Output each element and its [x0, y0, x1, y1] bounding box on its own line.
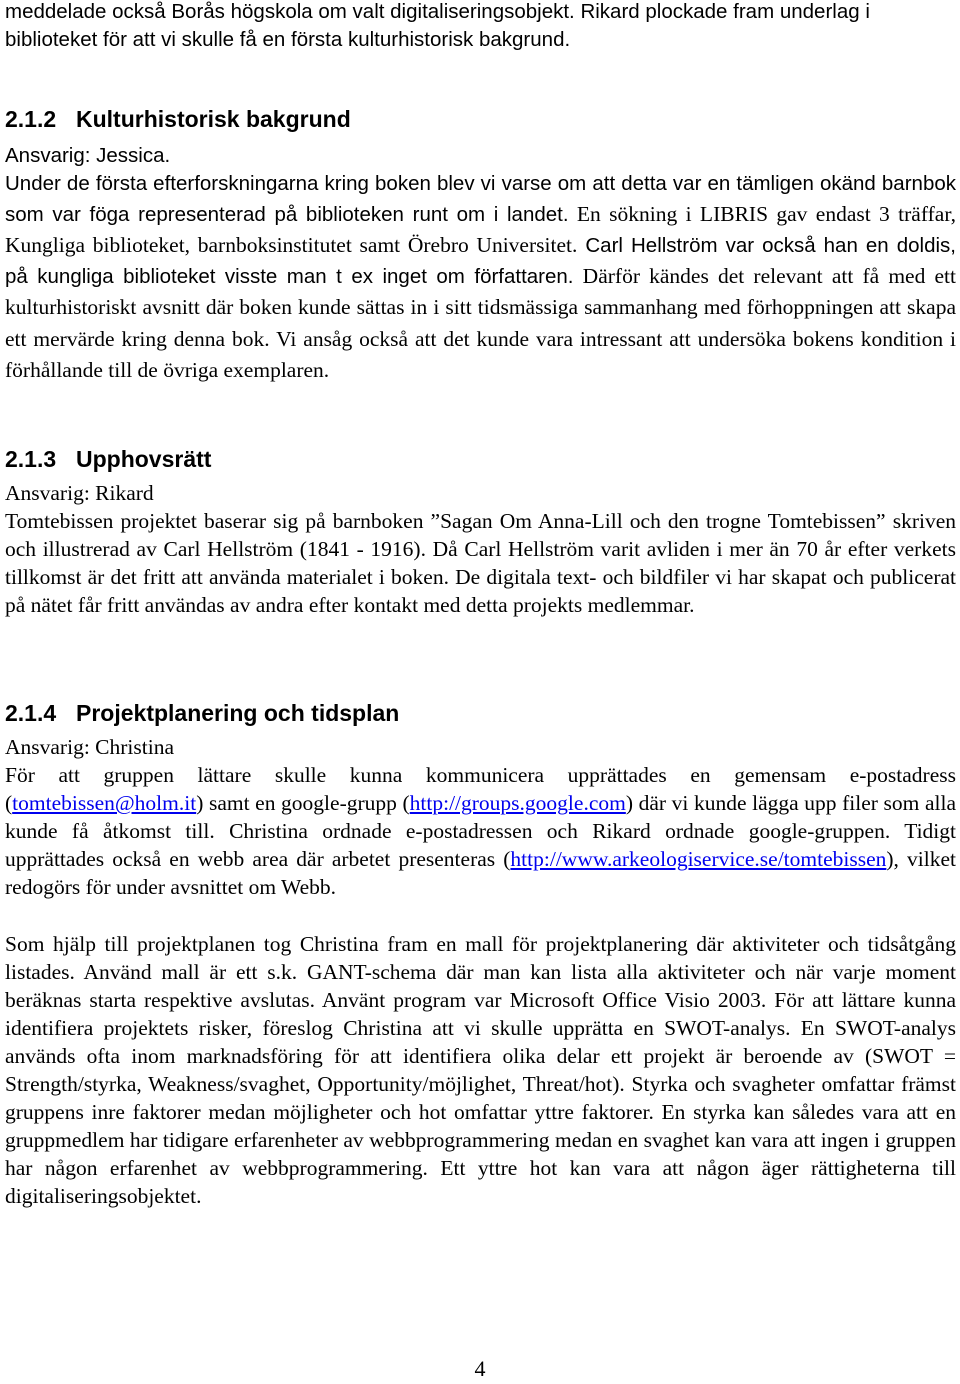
- responsible-line: Ansvarig: Christina: [5, 735, 174, 759]
- section-heading-2-1-4: [5, 699, 399, 727]
- email-link[interactable]: tomtebissen@holm.it: [12, 791, 197, 816]
- intro-line-1: meddelade också Borås högskola om valt digitaliseringsobjekt. Rikard plockade fram underlag i: [5, 0, 870, 23]
- section-number: 2.1.4: [5, 700, 57, 726]
- section-number: 2.1.3: [5, 446, 57, 472]
- section-title: Kulturhistorisk bakgrund: [76, 106, 351, 132]
- section-heading-2-1-2: [5, 105, 351, 133]
- paragraph: Under de första efterforskningarna kring boken blev vi varse om att detta var en tämligen okänd barnbok som var föga representerad på biblioteken runt om i landet. En sökning i LIBRIS gav endast 3 träffar, Kungliga biblioteket, barnboksinstitutet samt Örebro Universitet. Carl Hellström var också han en doldis, på kungliga biblioteket visste man t ex inget om författaren. Därför kändes det relevant att få med ett kulturhistoriskt avsnitt där boken kunde sättas in i sitt tidsmässiga sammanhang med förhoppningen att skapa ett mervärde kring denna bok. Vi ansåg också att det kunde vara intressant att undersöka bokens kondition i förhållande till de övriga exemplaren.: [5, 172, 957, 382]
- website-link[interactable]: http://www.arkeologiservice.se/tomtebissen: [510, 847, 887, 872]
- page-number: 4: [474, 1356, 486, 1381]
- paragraph: Tomtebissen projektet baserar sig på barnboken ”Sagan Om Anna-Lill och den trogne Tomtebissen” skriven och illustrerad av Carl Hellström (1841 - 1916). Då Carl Hellström varit avliden i mer än 70 år efter verkets tillkomst är det fritt att använda materialet i boken. De digitala text- och bildfiler vi har skapat och publicerat på nätet får fritt användas av andra efter kontakt med detta projekts medlemmar.: [5, 509, 956, 618]
- section-heading-2-1-3: [5, 445, 211, 473]
- intro-line-2: biblioteket för att vi skulle få en första kulturhistorisk bakgrund.: [5, 28, 571, 52]
- section-title: Upphovsrätt: [76, 446, 212, 472]
- section-title: Projektplanering och tidsplan: [76, 700, 400, 726]
- section-body-2-1-4: [5, 733, 956, 1211]
- paragraph: Som hjälp till projektplanen tog Christina fram en mall för projektplanering där aktiviteter och tidsåtgång listades. Använd mall är ett s.k. GANT-schema där man kan lista alla aktiviteter och när varje moment beräknas starta respektive avslutas. Använt program var Microsoft Office Visio 2003. För att lättare kunna identifiera projektets risker, föreslog Christina att vi skulle upprätta en SWOT-analys. En SWOT-analys används ofta inom marknadsföring för att identifiera olika delar ett projekt är beroende av (SWOT = Strength/styrka, Weakness/svaghet, Opportunity/möjlighet, Threat/hot). Styrka och svagheter omfattar främst gruppens inre faktorer medan möjligheter och hot omfattar yttre faktorer. En styrka kan således vara att en gruppmedlem har tidigare erfarenheter av webbprogrammering medan en svaghet kan vara att ingen i gruppen har någon erfarenhet av webbprogrammering. Ett yttre hot kan vara att någon äger rättigheterna till digitaliseringsobjektet.: [5, 931, 956, 1209]
- google-group-link[interactable]: http://groups.google.com: [409, 791, 626, 816]
- section-body-2-1-2: [5, 142, 956, 387]
- section-number: 2.1.2: [5, 106, 57, 132]
- responsible-line: Ansvarig: Jessica.: [5, 144, 171, 167]
- intro-paragraph: [5, 0, 956, 54]
- paragraph: För att gruppen lättare skulle kunna kommunicera upprättades en gemensam e-postadress (tomtebissen@holm.it) samt en google-grupp (http://groups.google.com) där vi kunde lägga upp filer som alla kunde få åtkomst till. Christina ordnade e-postadressen och Rikard ordnade google-gruppen. Tidigt upprättades också en webb area där arbetet presenteras (http://www.arkeologiservice.se/tomtebissen), vilket redogörs för under avsnittet om Webb.: [5, 763, 957, 900]
- responsible-line: Ansvarig: Rikard: [5, 481, 154, 505]
- section-body-2-1-3: [5, 479, 956, 619]
